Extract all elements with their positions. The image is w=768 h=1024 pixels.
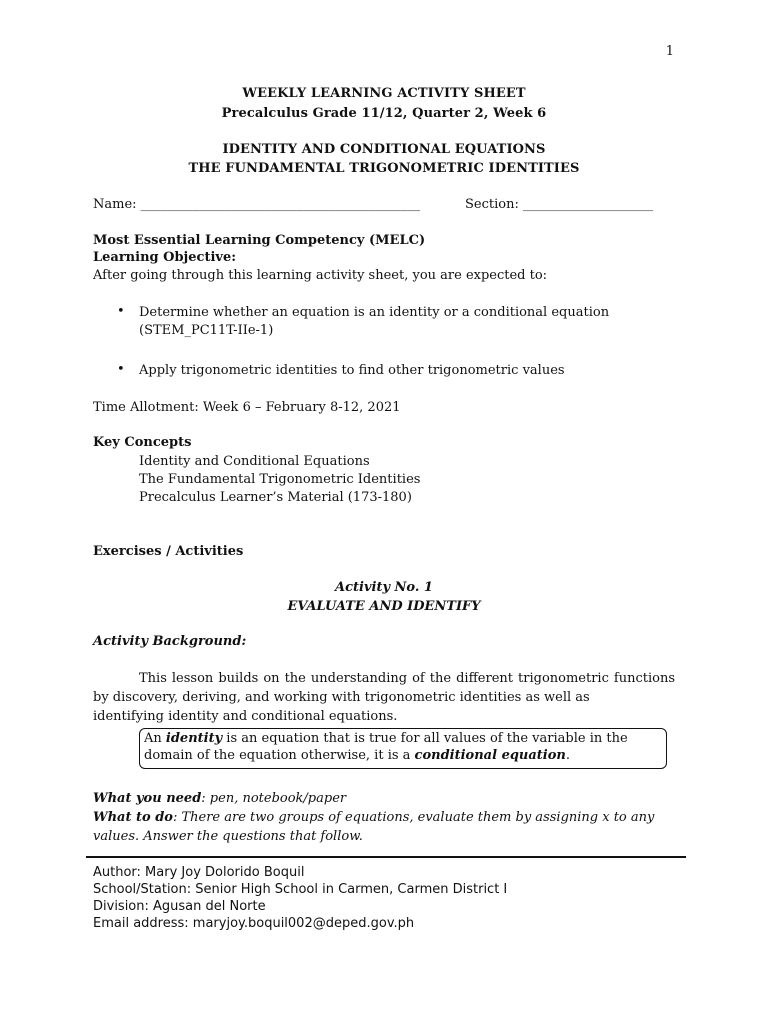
objective-item: Apply trigonometric identities to find other trigonometric values	[139, 363, 565, 378]
lesson-subtitle: THE FUNDAMENTAL TRIGONOMETRIC IDENTITIES	[188, 161, 580, 176]
definition-text: is an equation that is true for all values of the variable in the domain of the equation otherwise, it is a	[144, 731, 628, 763]
footer-division: Division: Agusan del Norte	[93, 899, 266, 914]
bullet-glyph: •	[117, 304, 125, 319]
sheet-title: WEEKLY LEARNING ACTIVITY SHEET	[242, 86, 526, 101]
key-concept-item: Identity and Conditional Equations	[139, 454, 370, 469]
name-label: Name:	[93, 197, 137, 212]
sheet-subtitle: Precalculus Grade 11/12, Quarter 2, Week 6	[221, 106, 547, 121]
activity-background-text	[93, 669, 675, 726]
key-concept-item: Precalculus Learner’s Material (173-180)	[139, 490, 412, 505]
activity-number: Activity No. 1	[335, 580, 433, 595]
key-concepts-title: Key Concepts	[93, 435, 192, 450]
background-paragraph-end: identifying identity and conditional equations.	[93, 709, 398, 724]
footer	[93, 864, 507, 932]
footer-author: Author: Mary Joy Dolorido Boquil	[93, 865, 305, 880]
definition-box	[139, 728, 667, 769]
footer-school: School/Station: Senior High School in Carmen, Carmen District I	[93, 882, 508, 897]
exercises-title: Exercises / Activities	[93, 544, 244, 559]
bullet-glyph: •	[117, 362, 125, 377]
page-number: 1	[665, 44, 674, 59]
footer-email: Email address: maryjoy.boquil002@deped.gov.ph	[93, 916, 415, 931]
definition-text: .	[565, 748, 571, 763]
objective-title: Learning Objective:	[93, 250, 237, 265]
what-to-do	[93, 808, 683, 846]
section-field[interactable]	[465, 196, 653, 214]
melc-title: Most Essential Learning Competency (MELC)	[93, 233, 426, 248]
objective-item-code: (STEM_PC11T-IIe-1)	[139, 323, 274, 338]
section-label: Section:	[465, 197, 519, 212]
time-allotment: Time Allotment: Week 6 – February 8-12, 2021	[93, 400, 401, 415]
definition-text: An	[144, 731, 166, 746]
name-blank[interactable]: ___________________________________________	[140, 197, 421, 212]
term-identity: identity	[165, 731, 223, 746]
term-conditional-equation: conditional equation	[414, 748, 566, 763]
activity-title: EVALUATE AND IDENTIFY	[287, 599, 481, 614]
background-paragraph: This lesson builds on the understanding of the different trigonometric functions by discovery, deriving, and working with trigonometric identities as well as	[93, 671, 675, 705]
footer-divider	[86, 856, 686, 858]
objective-item: Determine whether an equation is an identity or a conditional equation	[139, 305, 610, 320]
what-you-need-label: What you need	[93, 791, 202, 806]
what-to-do-text: : There are two groups of equations, evaluate them by assigning x to any values. Answer the questions that follow.	[93, 810, 655, 844]
what-to-do-label: What to do	[93, 810, 173, 825]
lesson-title: IDENTITY AND CONDITIONAL EQUATIONS	[222, 142, 546, 157]
what-you-need-text: : pen, notebook/paper	[201, 791, 347, 806]
objective-intro: After going through this learning activity sheet, you are expected to:	[93, 268, 548, 283]
activity-background-title: Activity Background:	[93, 634, 247, 649]
section-blank[interactable]: ____________________	[522, 197, 653, 212]
key-concept-item: The Fundamental Trigonometric Identities	[139, 472, 421, 487]
name-field[interactable]	[93, 196, 420, 214]
what-you-need	[93, 789, 683, 808]
